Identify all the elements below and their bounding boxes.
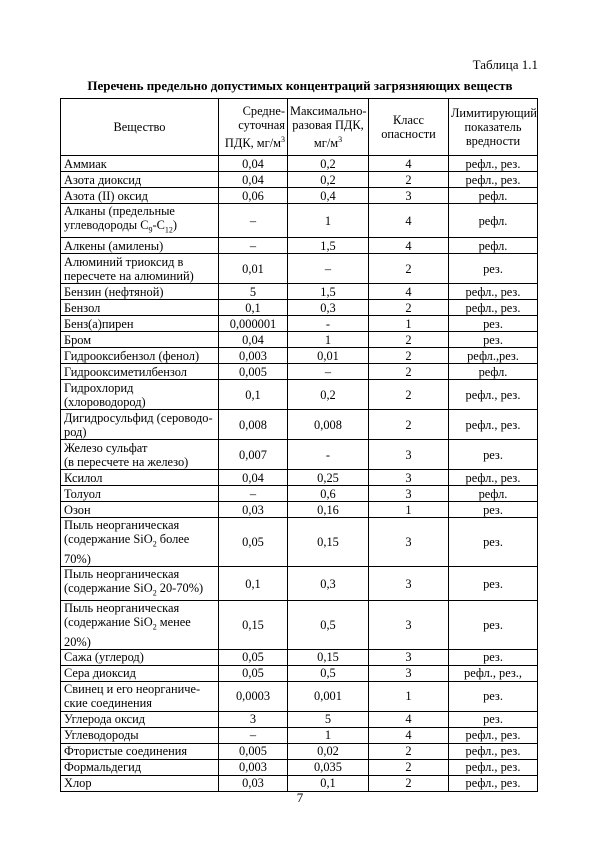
cell-substance-line: Свинец и его неорганиче-	[64, 682, 201, 697]
cell-limiting: рез.	[449, 518, 538, 566]
cell-limiting: рефл., рез.	[449, 380, 538, 410]
cell-limiting: рез.	[449, 681, 538, 711]
table-row	[61, 316, 538, 332]
cell-class: 4	[369, 238, 449, 254]
cell-daily: 0,06	[219, 188, 288, 204]
cell-daily: –	[219, 727, 288, 743]
cell-substance-line: (содержание SiO$_2$ более 70%)	[64, 532, 190, 566]
page-number: 7	[296, 790, 304, 805]
cell-substance	[61, 300, 219, 316]
cell-daily: 0,03	[219, 775, 288, 791]
table-row	[61, 332, 538, 348]
cell-substance	[61, 238, 219, 254]
table-row	[61, 470, 538, 486]
cell-max: 0,5	[288, 601, 369, 649]
table-row	[61, 566, 538, 600]
cell-daily: 0,0003	[219, 681, 288, 711]
cell-daily: 0,04	[219, 172, 288, 188]
cell-substance-line: Пыль неорганическая	[64, 566, 180, 581]
cell-class: 2	[369, 332, 449, 348]
cell-daily: 0,000001	[219, 316, 288, 332]
cell-substance-line: Гидрохлорид	[64, 380, 134, 395]
cell-limiting: рефл., рез.,	[449, 665, 538, 681]
cell-substance	[61, 502, 219, 518]
cell-limiting: рез.	[449, 711, 538, 727]
cell-daily: 0,05	[219, 665, 288, 681]
cell-substance	[61, 332, 219, 348]
cell-class: 2	[369, 743, 449, 759]
cell-substance-line: Алканы (предельные	[64, 204, 175, 218]
cell-daily: –	[219, 204, 288, 238]
cell-substance-line: Формальдегид	[64, 760, 142, 775]
cell-class: 3	[369, 518, 449, 566]
cell-limiting: рефл.	[449, 364, 538, 380]
table-row	[61, 502, 538, 518]
table-row	[61, 601, 538, 649]
cell-limiting: рез.	[449, 601, 538, 649]
cell-daily: 0,003	[219, 759, 288, 775]
cell-daily: 0,1	[219, 300, 288, 316]
cell-substance-line: (содержание SiO$_2$ 20-70%)	[64, 580, 204, 598]
cell-substance-line: (в пересчете на железо)	[64, 454, 189, 469]
cell-limiting: рез.	[449, 566, 538, 600]
cell-limiting: рефл., рез.	[449, 172, 538, 188]
cell-limiting: рефл., рез.	[449, 743, 538, 759]
col-header-limiting-line: Лимитирующий	[451, 106, 537, 120]
cell-substance	[61, 470, 219, 486]
cell-daily: 0,005	[219, 743, 288, 759]
table-row	[61, 486, 538, 502]
cell-limiting: рефл.	[449, 188, 538, 204]
cell-max: 1	[288, 727, 369, 743]
table-row	[61, 380, 538, 410]
cell-limiting: рефл.	[449, 486, 538, 502]
cell-max: –	[288, 254, 369, 284]
col-header-daily	[219, 99, 288, 156]
cell-max: 0,15	[288, 518, 369, 566]
cell-max: 0,3	[288, 300, 369, 316]
table-row	[61, 364, 538, 380]
cell-max: 0,15	[288, 649, 369, 665]
cell-substance-line: Фтористые соединения	[64, 744, 188, 759]
cell-max: 0,035	[288, 759, 369, 775]
table-row	[61, 284, 538, 300]
cell-substance	[61, 775, 219, 791]
cell-substance	[61, 649, 219, 665]
cell-daily: 0,05	[219, 649, 288, 665]
cell-substance-line: Пыль неорганическая	[64, 518, 180, 533]
cell-max: 0,16	[288, 502, 369, 518]
cell-limiting: рефл., рез.	[449, 300, 538, 316]
cell-class: 3	[369, 440, 449, 470]
table-row	[61, 665, 538, 681]
table-row	[61, 743, 538, 759]
cell-class: 3	[369, 486, 449, 502]
cell-substance	[61, 727, 219, 743]
table-row	[61, 440, 538, 470]
table-row	[61, 775, 538, 791]
table-row	[61, 348, 538, 364]
cell-substance-line: Сажа (углерод)	[64, 650, 144, 665]
cell-substance	[61, 440, 219, 470]
cell-limiting: рез.	[449, 332, 538, 348]
cell-substance	[61, 711, 219, 727]
cell-class: 3	[369, 188, 449, 204]
table-row	[61, 204, 538, 238]
cell-substance-line: Бензин (нефтяной)	[64, 284, 164, 299]
cell-class: 1	[369, 316, 449, 332]
cell-daily: 5	[219, 284, 288, 300]
cell-daily: 0,04	[219, 470, 288, 486]
cell-substance-line: Гидрооксиметилбензол	[64, 364, 187, 379]
cell-substance-line: Алюминий триоксид в	[64, 254, 184, 269]
cell-substance	[61, 364, 219, 380]
cell-substance-line: Азота диоксид	[64, 172, 142, 187]
cell-max: 0,4	[288, 188, 369, 204]
cell-substance-line: Дигидросульфид (сероводо-	[64, 410, 213, 425]
cell-substance	[61, 681, 219, 711]
cell-limiting: рефл., рез.	[449, 284, 538, 300]
cell-class: 1	[369, 502, 449, 518]
cell-substance	[61, 380, 219, 410]
col-header-daily-line: ПДК, $мг/м^3$	[224, 134, 285, 150]
cell-class: 4	[369, 204, 449, 238]
table-row	[61, 410, 538, 440]
cell-substance-line: Аммиак	[64, 156, 107, 171]
cell-class: 4	[369, 284, 449, 300]
col-header-class-line: опасности	[381, 127, 436, 141]
table-row	[61, 759, 538, 775]
cell-limiting: рефл., рез.	[449, 470, 538, 486]
cell-class: 3	[369, 470, 449, 486]
cell-class: 3	[369, 665, 449, 681]
cell-substance-line: Бром	[64, 332, 92, 347]
cell-daily: 0,008	[219, 410, 288, 440]
table-row	[61, 300, 538, 316]
cell-substance-line: Пыль неорганическая	[64, 601, 180, 616]
cell-substance-line: Гидрооксибензол (фенол)	[64, 348, 200, 363]
col-header-limiting-line: вредности	[465, 134, 521, 148]
cell-max: 0,001	[288, 681, 369, 711]
cell-class: 3	[369, 649, 449, 665]
cell-max: 0,01	[288, 348, 369, 364]
cell-daily: 3	[219, 711, 288, 727]
col-header-class-line: Класс	[393, 113, 424, 127]
cell-max: 1	[288, 332, 369, 348]
cell-substance	[61, 665, 219, 681]
col-header-daily-line: суточная	[238, 118, 285, 133]
cell-max: -	[288, 316, 369, 332]
cell-class: 2	[369, 775, 449, 791]
cell-daily: 0,007	[219, 440, 288, 470]
cell-max: 1,5	[288, 284, 369, 300]
cell-max: 0,6	[288, 486, 369, 502]
cell-limiting: рефл., рез.	[449, 759, 538, 775]
cell-substance	[61, 601, 219, 649]
cell-substance-line: пересчете на алюминий)	[64, 268, 194, 283]
cell-max: 0,1	[288, 775, 369, 791]
table-row	[61, 254, 538, 284]
col-header-daily-line: Средне-	[242, 104, 285, 119]
col-header-limiting-line: показатель	[464, 120, 522, 134]
col-header-limiting	[449, 99, 538, 156]
table-row	[61, 238, 538, 254]
cell-max: 0,3	[288, 566, 369, 600]
cell-limiting: рефл.,рез.	[449, 348, 538, 364]
cell-substance-line: Железо сульфат	[64, 440, 148, 455]
cell-limiting: рез.	[449, 316, 538, 332]
cell-max: 0,2	[288, 172, 369, 188]
cell-max: 1	[288, 204, 369, 238]
cell-class: 2	[369, 300, 449, 316]
cell-substance	[61, 204, 219, 238]
cell-limiting: рез.	[449, 440, 538, 470]
cell-max: 0,008	[288, 410, 369, 440]
cell-substance	[61, 518, 219, 566]
cell-daily: 0,04	[219, 332, 288, 348]
cell-max: 0,5	[288, 665, 369, 681]
cell-class: 1	[369, 681, 449, 711]
cell-daily: 0,1	[219, 566, 288, 600]
col-header-max-line: разовая ПДК,	[292, 118, 364, 133]
cell-class: 2	[369, 380, 449, 410]
table-header-row	[61, 99, 538, 156]
pdk-table	[60, 98, 538, 792]
cell-substance	[61, 316, 219, 332]
cell-limiting: рефл., рез.	[449, 727, 538, 743]
cell-daily: –	[219, 238, 288, 254]
cell-max: -	[288, 440, 369, 470]
table-row	[61, 649, 538, 665]
cell-class: 2	[369, 410, 449, 440]
cell-limiting: рефл.	[449, 238, 538, 254]
cell-substance-line: Хлор	[64, 776, 92, 791]
cell-substance-line: Озон	[64, 502, 91, 517]
cell-substance	[61, 254, 219, 284]
cell-substance-line: Бензол	[64, 300, 101, 315]
cell-class: 2	[369, 364, 449, 380]
cell-limiting: рефл., рез.	[449, 410, 538, 440]
table-title: Перечень предельно допустимых концентраций загрязняющих веществ	[87, 78, 513, 93]
cell-substance-line: ские соединения	[64, 696, 152, 711]
cell-substance-line: род)	[64, 424, 87, 439]
cell-substance	[61, 486, 219, 502]
table-row	[61, 172, 538, 188]
cell-substance	[61, 743, 219, 759]
cell-class: 4	[369, 727, 449, 743]
cell-max: 0,25	[288, 470, 369, 486]
cell-class: 4	[369, 156, 449, 172]
cell-substance	[61, 348, 219, 364]
cell-max: 0,02	[288, 743, 369, 759]
cell-limiting: рез.	[449, 254, 538, 284]
cell-substance	[61, 759, 219, 775]
cell-class: 2	[369, 759, 449, 775]
cell-substance-line: (хлороводород)	[64, 394, 146, 409]
cell-substance-line: Ксилол	[64, 470, 103, 485]
cell-daily: 0,05	[219, 518, 288, 566]
cell-class: 3	[369, 566, 449, 600]
cell-limiting: рез.	[449, 502, 538, 518]
cell-max: 0,2	[288, 380, 369, 410]
cell-substance	[61, 284, 219, 300]
cell-daily: 0,1	[219, 380, 288, 410]
cell-daily: 0,15	[219, 601, 288, 649]
cell-substance-line: Углерода оксид	[64, 712, 146, 727]
cell-limiting: рефл., рез.	[449, 156, 538, 172]
table-row	[61, 711, 538, 727]
cell-max: 5	[288, 711, 369, 727]
table-row	[61, 681, 538, 711]
cell-substance-line: Углеводороды	[64, 728, 139, 743]
cell-substance-line: Алкены (амилены)	[64, 238, 164, 253]
cell-limiting: рефл., рез.	[449, 775, 538, 791]
cell-daily: 0,003	[219, 348, 288, 364]
col-header-substance	[61, 99, 219, 156]
table-caption: Таблица 1.1	[472, 57, 538, 72]
cell-max: 0,2	[288, 156, 369, 172]
table-row	[61, 188, 538, 204]
cell-class: 2	[369, 254, 449, 284]
cell-substance	[61, 188, 219, 204]
cell-substance	[61, 566, 219, 600]
cell-substance-line: Бенз(а)пирен	[64, 316, 134, 331]
cell-limiting: рез.	[449, 649, 538, 665]
cell-substance	[61, 172, 219, 188]
cell-max: –	[288, 364, 369, 380]
cell-limiting: рефл.	[449, 204, 538, 238]
cell-class: 2	[369, 172, 449, 188]
cell-daily: 0,03	[219, 502, 288, 518]
col-header-max-line: Максимально-	[290, 104, 367, 119]
cell-daily: 0,005	[219, 364, 288, 380]
col-header-max-line: $мг/м^3$	[313, 134, 343, 150]
cell-substance	[61, 410, 219, 440]
col-header-substance-text: Вещество	[113, 120, 166, 134]
table-row	[61, 518, 538, 566]
cell-substance-line: Толуол	[64, 486, 101, 501]
cell-daily: 0,04	[219, 156, 288, 172]
col-header-max	[288, 99, 369, 156]
cell-substance-line: Сера диоксид	[64, 666, 136, 681]
col-header-class	[369, 99, 449, 156]
cell-substance	[61, 156, 219, 172]
cell-class: 3	[369, 601, 449, 649]
cell-substance-line: углеводороды $C_9-C_{12}$)	[64, 218, 177, 235]
table-row	[61, 727, 538, 743]
cell-class: 4	[369, 711, 449, 727]
table-row	[61, 156, 538, 172]
cell-max: 1,5	[288, 238, 369, 254]
cell-class: 2	[369, 348, 449, 364]
cell-substance-line: Азота (II) оксид	[64, 188, 148, 203]
cell-daily: 0,01	[219, 254, 288, 284]
cell-daily: –	[219, 486, 288, 502]
cell-substance-line: (содержание SiO$_2$ менее 20%)	[64, 615, 191, 649]
